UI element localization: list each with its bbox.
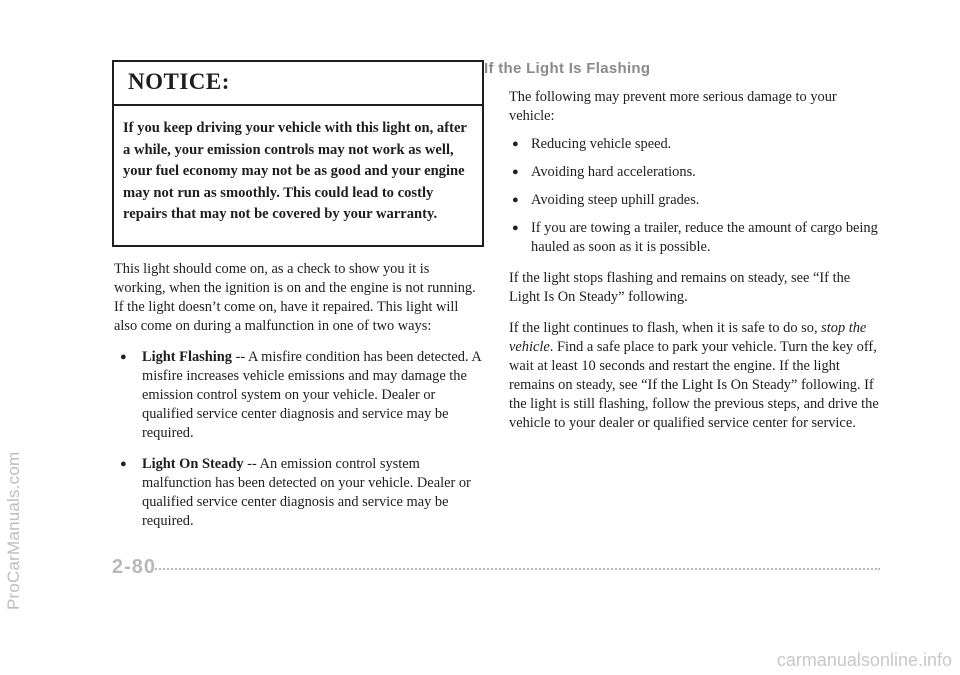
left-intro-paragraph: This light should come on, as a check to show you it is working, when the ignition is on and the engine is not running. If the light doesn’t come on, have it repaired. This light will also come on during a malfunction in one of two ways: [114,261,476,334]
footer-divider [152,568,880,571]
emphasis-text: stop the vehicle [509,320,867,355]
bullet-dot-icon: ● [512,222,519,234]
notice-body: If you keep driving your vehicle with this light on, after a while, your emission controls may not work as well, your fuel economy may not be as good and your engine may not run as smoothly. This could lead to costly repairs that may not be covered by your warranty. [123,120,467,222]
section-heading: If the Light Is Flashing [484,60,651,77]
page-number: 2-80 [112,556,157,578]
bullet-dot-icon: ● [120,351,127,363]
bullet-text: -- A misfire condition has been detected. A misfire increases vehicle emissions and may damage the emission control system on your vehicle. Dealer or qualified service center diagnosis and service may be required. [142,349,481,441]
notice-box [112,60,484,247]
list-item [509,135,881,154]
bullet-light-flashing [112,348,484,443]
left-bullet-list [112,348,484,531]
side-watermark: ProCarManuals.com [4,451,23,610]
right-intro-paragraph: The following may prevent more serious damage to your vehicle: [509,89,837,124]
list-item [509,163,881,182]
right-column [481,60,881,433]
right-bullet-list [509,135,881,257]
bullet-dot-icon: ● [512,166,519,178]
list-item-text: If you are towing a trailer, reduce the amount of cargo being hauled as soon as it is possible. [531,220,878,255]
list-item-text: Reducing vehicle speed. [531,136,672,152]
list-item-text: Avoiding steep uphill grades. [531,192,700,208]
bullet-dot-icon: ● [120,458,127,470]
list-item-text: Avoiding hard accelerations. [531,164,696,180]
bullet-dot-icon: ● [512,194,519,206]
bullet-term: Light Flashing [142,349,232,365]
left-column [112,60,484,531]
steady-paragraph: If the light stops flashing and remains on steady, see “If the Light Is On Steady” following. [509,270,851,305]
notice-header [114,62,482,106]
notice-title: NOTICE: [128,69,230,94]
bullet-dot-icon: ● [512,138,519,150]
bullet-term: Light On Steady [142,456,244,472]
bottom-watermark: carmanualsonline.info [776,650,952,670]
list-item [509,219,881,257]
paragraph-text: . Find a safe place to park your vehicle. Turn the key off, wait at least 10 seconds and restart the engine. If the light remains on steady, see “If the Light Is On Steady” following. If the light is still flashing, follow the previous steps, and drive the vehicle to your dealer or qualified service center for service. [509,339,879,431]
paragraph-text: If the light continues to flash, when it is safe to do so, [509,320,822,336]
continues-flash-paragraph [509,319,881,433]
bullet-light-on-steady [112,455,484,531]
bullet-text: -- An emission control system malfunction has been detected on your vehicle. Dealer or qualified service center diagnosis and service may be required. [142,456,471,529]
list-item [509,191,881,210]
